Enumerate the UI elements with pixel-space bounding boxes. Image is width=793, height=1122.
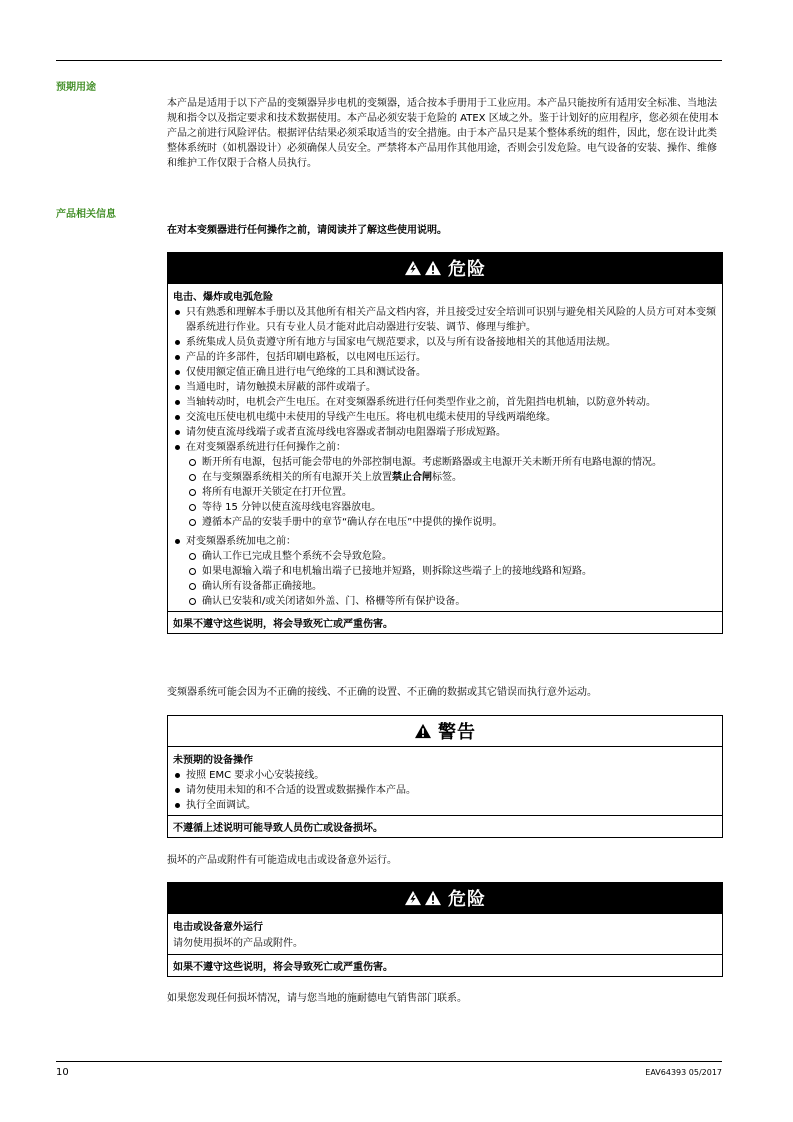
danger-subtitle: 电击、爆炸或电弧危险: [173, 292, 273, 303]
warning-triangle-icon: [424, 260, 442, 276]
warning-triangle-icon: [414, 723, 432, 739]
sub-list-item: 确认所有设备都正确接地。: [186, 579, 717, 594]
intended-use-body: 本产品是适用于以下产品的变频器异步电机的变频器，适合按本手册用于工业应用。本产品只能按所有适用安全标准、当地法规和指令以及指定要求和技术数据使用。本产品必须安装于危险的 ATEX 区域之外。鉴于计划好的应用程序，您必须在使用本产品之前进行风险评估。根据评估结果必须采取适当的安全措施。由于本产品只是某个整体系统的组件，因此，您在设计此类整体系统时（如机器设计）必须确保人员安全。严禁将本产品用作其他用途，否则会引发危险。电气设备的安装、操作、维修和维护工作仅限于合格人员执行。: [167, 98, 719, 169]
danger-box-electric-shock: [167, 252, 723, 634]
danger-subtitle: 电击或设备意外运行: [173, 922, 263, 933]
sub-list-item: 断开所有电源，包括可能会带电的外部控制电源。考虑断路器或主电源开关未断开所有电路电源的情况。: [186, 455, 717, 470]
note-contact-sales: 如果您发现任何损坏情况，请与您当地的施耐德电气销售部门联系。: [167, 993, 467, 1004]
sub-list-item: 将所有电源开关锁定在打开位置。: [186, 485, 717, 500]
list-item: 只有熟悉和理解本手册以及其他所有相关产品文档内容，并且接受过安全培训可识别与避免相关风险的人员方可对本变频器系统进行作业。只有专业人员才能对此启动器进行安装、调节、修理与维护。: [173, 305, 717, 335]
list-item: 请勿使直流母线端子或者直流母线电容器或者制动电阻器端子形成短路。: [173, 425, 717, 440]
electric-hazard-icon: [404, 890, 422, 906]
list-item: 当通电时，请勿触摸未屏蔽的部件或端子。: [173, 380, 717, 395]
danger-line: 请勿使用损坏的产品或附件。: [173, 938, 303, 949]
list-item: 按照 EMC 要求小心安装接线。: [173, 768, 717, 783]
note-damaged-product: 损坏的产品或附件有可能造成电击或设备意外运行。: [167, 855, 397, 866]
lockout-bold: 禁止合闸: [392, 472, 432, 483]
list-item-before-power: [173, 534, 717, 609]
warning-triangle-icon: [424, 890, 442, 906]
list-item: 当轴转动时，电机会产生电压。在对变频器系统进行任何类型作业之前，首先阻挡电机轴，以防意外转动。: [173, 395, 717, 410]
list-item: 执行全面调试。: [173, 798, 717, 813]
danger-title: 危险: [448, 889, 486, 910]
before-work-sublist: [186, 455, 717, 530]
warning-subtitle: 未预期的设备操作: [173, 755, 253, 766]
warning-title: 警告: [438, 722, 476, 743]
list-item: 系统集成人员负责遵守所有地方与国家电气规范要求，以及与所有设备接地相关的其他适用法规。: [173, 335, 717, 350]
danger-header: [168, 253, 722, 284]
list-item: 产品的许多部件，包括印刷电路板，以电网电压运行。: [173, 350, 717, 365]
intended-use-heading: 预期用途: [56, 82, 96, 93]
electric-hazard-icon: [404, 260, 422, 276]
list-item: 交流电压使电机电缆中未使用的导线产生电压。将电机电缆未使用的导线两端绝缘。: [173, 410, 717, 425]
sub-list-item: 如果电源输入端子和电机输出端子已接地并短路，则拆除这些端子上的接地线路和短路。: [186, 564, 717, 579]
danger-header: [168, 883, 722, 914]
danger-title: 危险: [448, 259, 486, 280]
product-info-heading: 产品相关信息: [56, 209, 116, 220]
warning-header: [168, 716, 722, 747]
before-power-sublist: [186, 549, 717, 609]
before-power-label: 对变频器系统加电之前：: [186, 536, 296, 547]
danger-box-damaged-equipment: [167, 882, 723, 977]
sub-list-item-lockout: [186, 470, 717, 485]
warning-footer: 不遵循上述说明可能导致人员伤亡或设备损坏。: [168, 815, 722, 837]
page-number: 10: [56, 1067, 69, 1078]
danger-footer: 如果不遵守这些说明，将会导致死亡或严重伤害。: [168, 954, 722, 976]
danger-footer: 如果不遵守这些说明，将会导致死亡或严重伤害。: [168, 611, 722, 633]
top-rule: [56, 60, 722, 61]
sub-list-item: 确认已安装和/或关闭诸如外盖、门、格栅等所有保护设备。: [186, 594, 717, 609]
note-unintended-motion: 变频器系统可能会因为不正确的接线、不正确的设置、不正确的数据或其它错误而执行意外运动。: [167, 687, 597, 698]
list-item: 仅使用额定值正确且进行电气绝缘的工具和测试设备。: [173, 365, 717, 380]
danger-bullet-list: [168, 305, 722, 611]
product-info-intro: 在对本变频器进行任何操作之前，请阅读并了解这些使用说明。: [167, 225, 447, 236]
list-item: 请勿使用未知的和不合适的设置或数据操作本产品。: [173, 783, 717, 798]
bottom-rule: [56, 1061, 722, 1062]
lockout-suffix: 标签。: [432, 472, 462, 483]
warning-box-unintended-operation: [167, 715, 723, 838]
sub-list-item: 确认工作已完成且整个系统不会导致危险。: [186, 549, 717, 564]
sub-list-item: 等待 15 分钟以使直流母线电容器放电。: [186, 500, 717, 515]
before-work-label: 在对变频器系统进行任何操作之前：: [186, 442, 346, 453]
list-item-before-work: [173, 440, 717, 534]
sub-list-item: 遵循本产品的安装手册中的章节“确认存在电压”中提供的操作说明。: [186, 515, 717, 530]
document-reference: EAV64393 05/2017: [645, 1068, 722, 1077]
lockout-prefix: 在与变频器系统相关的所有电源开关上放置: [202, 472, 392, 483]
warning-bullet-list: [168, 768, 722, 815]
